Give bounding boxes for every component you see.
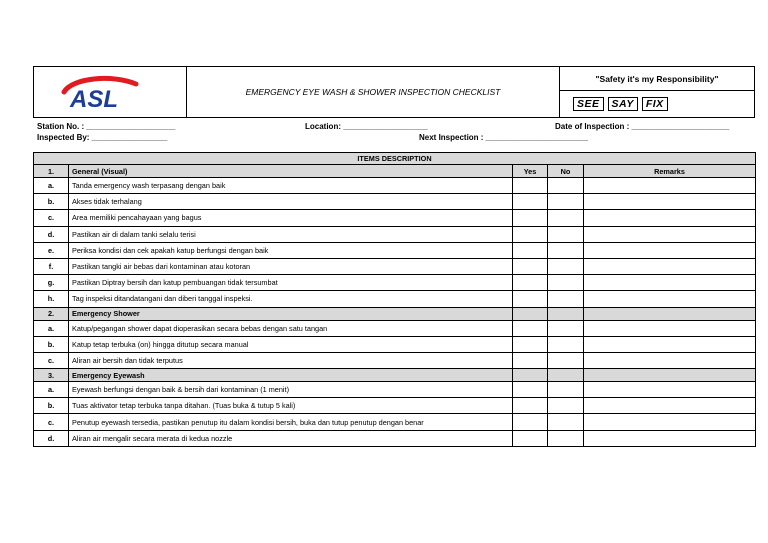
item-letter: b. bbox=[34, 398, 69, 414]
checklist-item-row bbox=[34, 352, 756, 368]
item-description: Tanda emergency wash terpasang dengan baik bbox=[69, 178, 513, 194]
item-description: Eyewash berfungsi dengan baik & bersih dari kontaminan (1 menit) bbox=[69, 382, 513, 398]
no-cell[interactable] bbox=[548, 398, 584, 414]
yes-cell[interactable] bbox=[513, 320, 548, 336]
see-say-fix bbox=[560, 91, 754, 117]
no-cell[interactable] bbox=[548, 275, 584, 291]
checklist-item-row bbox=[34, 291, 756, 307]
no-cell[interactable] bbox=[548, 226, 584, 242]
remarks-cell[interactable] bbox=[584, 275, 756, 291]
remarks-cell[interactable] bbox=[584, 320, 756, 336]
remarks-cell[interactable] bbox=[584, 398, 756, 414]
item-letter: d. bbox=[34, 226, 69, 242]
remarks-column-header bbox=[584, 369, 756, 382]
checklist-item-row bbox=[34, 242, 756, 258]
yes-cell[interactable] bbox=[513, 291, 548, 307]
no-cell[interactable] bbox=[548, 210, 584, 226]
no-cell[interactable] bbox=[548, 320, 584, 336]
slogan-box bbox=[560, 67, 754, 117]
yes-cell[interactable] bbox=[513, 430, 548, 446]
section-title: General (Visual) bbox=[69, 165, 513, 178]
yes-cell[interactable] bbox=[513, 242, 548, 258]
inspected-by-field[interactable]: Inspected By: _________________ bbox=[37, 133, 168, 142]
section-row bbox=[34, 307, 756, 320]
inspection-info bbox=[33, 118, 755, 152]
no-cell[interactable] bbox=[548, 414, 584, 430]
checklist-item-row bbox=[34, 398, 756, 414]
section-row bbox=[34, 369, 756, 382]
item-description: Katup tetap terbuka (on) hingga ditutup secara manual bbox=[69, 336, 513, 352]
no-cell[interactable] bbox=[548, 291, 584, 307]
yes-cell[interactable] bbox=[513, 414, 548, 430]
item-letter: c. bbox=[34, 210, 69, 226]
item-letter: b. bbox=[34, 336, 69, 352]
section-number: 1. bbox=[34, 165, 69, 178]
item-description: Penutup eyewash tersedia, pastikan penutup itu dalam kondisi bersih, buka dan tutup penutup dengan benar bbox=[69, 414, 513, 430]
item-description: Pastikan tangki air bebas dari kontaminan atau kotoran bbox=[69, 258, 513, 274]
no-column-header bbox=[548, 369, 584, 382]
remarks-column-header: Remarks bbox=[584, 165, 756, 178]
checklist-item-row bbox=[34, 320, 756, 336]
item-description: Katup/pegangan shower dapat dioperasikan secara bebas dengan satu tangan bbox=[69, 320, 513, 336]
item-description: Periksa kondisi dan cek apakah katup berfungsi dengan baik bbox=[69, 242, 513, 258]
section-number: 2. bbox=[34, 307, 69, 320]
yes-cell[interactable] bbox=[513, 398, 548, 414]
no-column-header bbox=[548, 307, 584, 320]
see-label: SEE bbox=[573, 97, 604, 111]
checklist-item-row bbox=[34, 414, 756, 430]
yes-cell[interactable] bbox=[513, 336, 548, 352]
item-letter: g. bbox=[34, 275, 69, 291]
item-description: Tuas aktivator tetap terbuka tanpa ditahan. (Tuas buka & tutup 5 kali) bbox=[69, 398, 513, 414]
checklist-item-row bbox=[34, 382, 756, 398]
section-title: Emergency Shower bbox=[69, 307, 513, 320]
item-letter: f. bbox=[34, 258, 69, 274]
item-description: Area memiliki pencahayaan yang bagus bbox=[69, 210, 513, 226]
item-letter: d. bbox=[34, 430, 69, 446]
item-letter: b. bbox=[34, 194, 69, 210]
item-letter: a. bbox=[34, 178, 69, 194]
company-logo bbox=[34, 67, 187, 117]
remarks-cell[interactable] bbox=[584, 242, 756, 258]
yes-cell[interactable] bbox=[513, 194, 548, 210]
checklist-sheet bbox=[33, 66, 755, 447]
page-title: EMERGENCY EYE WASH & SHOWER INSPECTION CHECKLIST bbox=[187, 67, 560, 117]
yes-cell[interactable] bbox=[513, 352, 548, 368]
section-row bbox=[34, 165, 756, 178]
item-letter: a. bbox=[34, 320, 69, 336]
remarks-column-header bbox=[584, 307, 756, 320]
location-field[interactable]: Location: ___________________ bbox=[305, 122, 428, 131]
remarks-cell[interactable] bbox=[584, 194, 756, 210]
yes-cell[interactable] bbox=[513, 275, 548, 291]
say-label: SAY bbox=[608, 97, 638, 111]
no-cell[interactable] bbox=[548, 258, 584, 274]
yes-column-header: Yes bbox=[513, 165, 548, 178]
fix-label: FIX bbox=[642, 97, 668, 111]
remarks-cell[interactable] bbox=[584, 178, 756, 194]
no-cell[interactable] bbox=[548, 194, 584, 210]
no-cell[interactable] bbox=[548, 382, 584, 398]
item-letter: c. bbox=[34, 414, 69, 430]
yes-cell[interactable] bbox=[513, 382, 548, 398]
logo-text: ASL bbox=[70, 86, 118, 112]
remarks-cell[interactable] bbox=[584, 258, 756, 274]
yes-column-header bbox=[513, 307, 548, 320]
remarks-cell[interactable] bbox=[584, 352, 756, 368]
item-description: Pastikan Diptray bersih dan katup pembuangan tidak tersumbat bbox=[69, 275, 513, 291]
yes-cell[interactable] bbox=[513, 258, 548, 274]
item-description: Aliran air bersih dan tidak terputus bbox=[69, 352, 513, 368]
section-number: 3. bbox=[34, 369, 69, 382]
remarks-cell[interactable] bbox=[584, 430, 756, 446]
item-letter: h. bbox=[34, 291, 69, 307]
items-description-row bbox=[34, 153, 756, 165]
checklist-item-row bbox=[34, 336, 756, 352]
checklist-item-row bbox=[34, 258, 756, 274]
item-letter: c. bbox=[34, 352, 69, 368]
remarks-cell[interactable] bbox=[584, 226, 756, 242]
item-description: Akses tidak terhalang bbox=[69, 194, 513, 210]
no-cell[interactable] bbox=[548, 352, 584, 368]
checklist-item-row bbox=[34, 178, 756, 194]
items-description-header: ITEMS DESCRIPTION bbox=[34, 153, 756, 165]
checklist-table bbox=[33, 152, 756, 447]
station-field[interactable]: Station No. : ____________________ bbox=[37, 122, 176, 131]
no-column-header: No bbox=[548, 165, 584, 178]
yes-cell[interactable] bbox=[513, 226, 548, 242]
yes-cell[interactable] bbox=[513, 210, 548, 226]
no-cell[interactable] bbox=[548, 336, 584, 352]
asl-logo-icon bbox=[58, 72, 162, 112]
section-title: Emergency Eyewash bbox=[69, 369, 513, 382]
yes-column-header bbox=[513, 369, 548, 382]
item-description: Tag inspeksi ditandatangani dan diberi tanggal inspeksi. bbox=[69, 291, 513, 307]
checklist-item-row bbox=[34, 194, 756, 210]
remarks-cell[interactable] bbox=[584, 414, 756, 430]
remarks-cell[interactable] bbox=[584, 336, 756, 352]
remarks-cell[interactable] bbox=[584, 291, 756, 307]
no-cell[interactable] bbox=[548, 178, 584, 194]
item-description: Pastikan air di dalam tanki selalu terisi bbox=[69, 226, 513, 242]
checklist-item-row bbox=[34, 430, 756, 446]
header bbox=[33, 66, 755, 118]
remarks-cell[interactable] bbox=[584, 210, 756, 226]
no-cell[interactable] bbox=[548, 430, 584, 446]
slogan-text: "Safety it's my Responsibility" bbox=[560, 67, 754, 91]
date-of-inspection-field[interactable]: Date of Inspection : ______________________ bbox=[555, 122, 730, 131]
yes-cell[interactable] bbox=[513, 178, 548, 194]
no-cell[interactable] bbox=[548, 242, 584, 258]
next-inspection-field[interactable]: Next Inspection : _______________________ bbox=[419, 133, 589, 142]
checklist-item-row bbox=[34, 226, 756, 242]
remarks-cell[interactable] bbox=[584, 382, 756, 398]
item-description: Aliran air mengalir secara merata di kedua nozzle bbox=[69, 430, 513, 446]
checklist-item-row bbox=[34, 275, 756, 291]
checklist-item-row bbox=[34, 210, 756, 226]
item-letter: a. bbox=[34, 382, 69, 398]
item-letter: e. bbox=[34, 242, 69, 258]
